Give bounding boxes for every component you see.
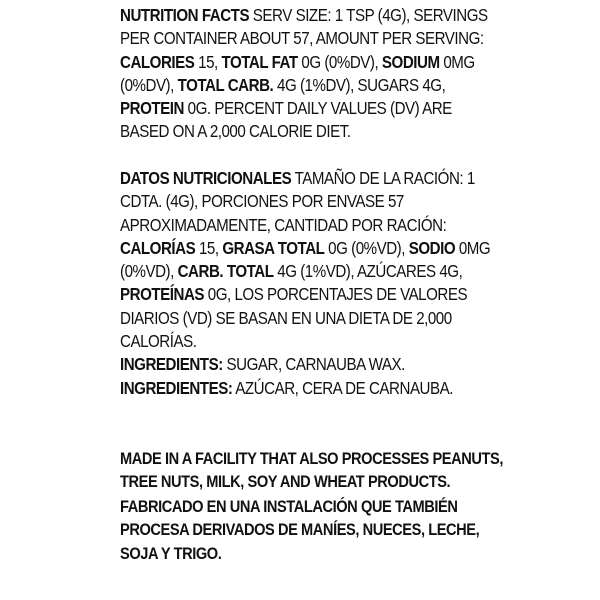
sodio-label: SODIO [408,237,456,258]
calories-label: CALORIES [120,51,195,72]
total-carb-label: TOTAL CARB. [177,74,274,95]
carb-total-value: 4G (1%VD), AZÚCARES 4G, [273,261,463,282]
proteinas-value-and-note: 0G, LOS PORCENTAJES DE VALORES DIARIOS (VD) SE BASAN EN UNA DIETA DE 2,000 CALORÍAS. [120,284,468,352]
ingredients-english [120,353,504,377]
sodio-value: 0MG (0%VD), [120,237,491,282]
section-spacer [120,427,504,447]
total-fat-value: 0G (0%DV), [297,51,382,72]
nutrition-facts-spanish [120,167,504,353]
ingredientes-text: AZÚCAR, CERA DE CARNAUBA. [232,378,453,398]
calorias-value: 15, [195,237,223,258]
racion-info: TAMAÑO DE LA RACIÓN: 1 CDTA. (4G), PORCIONES POR ENVASE 57 APROXIMADAMENTE, CANTIDAD POR RACIÓN: [120,168,475,235]
calorias-label: CALORÍAS [120,237,196,258]
proteinas-label: PROTEÍNAS [120,284,205,305]
protein-value-and-note: 0G. PERCENT DAILY VALUES (DV) ARE BASED ON A 2,000 CALORIE DIET. [120,98,452,142]
ingredients-spanish [120,377,504,427]
nutrition-facts-english [120,4,504,167]
product-label [120,4,504,565]
calories-value: 15, [194,51,222,72]
total-fat-label: TOTAL FAT [221,51,298,72]
sodium-label: SODIUM [381,51,440,72]
datos-nutricionales-heading: DATOS NUTRICIONALES [120,168,292,188]
grasa-total-label: GRASA TOTAL [222,237,325,258]
ingredientes-label: INGREDIENTES: [120,378,233,398]
nutrition-facts-heading: NUTRITION FACTS [120,5,250,25]
sodium-value: 0MG (0%DV), [120,51,475,95]
serving-info: SERV SIZE: 1 TSP (4G), SERVINGS PER CONTAINER ABOUT 57, AMOUNT PER SERVING: [120,5,488,49]
ingredients-label: INGREDIENTS: [120,354,223,374]
grasa-total-value: 0G (0%VD), [324,237,409,258]
total-carb-value: 4G (1%DV), SUGARS 4G, [273,74,446,95]
ingredients-text: SUGAR, CARNAUBA WAX. [222,354,405,374]
allergen-statement-spanish: FABRICADO EN UNA INSTALACIÓN QUE TAMBIÉN PROCESA DERIVADOS DE MANÍES, NUECES, LECHE, SOJA Y TRIGO. [120,497,480,563]
protein-label: PROTEIN [120,98,184,119]
allergen-statement-english: MADE IN A FACILITY THAT ALSO PROCESSES PEANUTS, TREE NUTS, MILK, SOY AND WHEAT PRODUCTS. [120,449,503,492]
carb-total-label: CARB. TOTAL [177,261,274,282]
